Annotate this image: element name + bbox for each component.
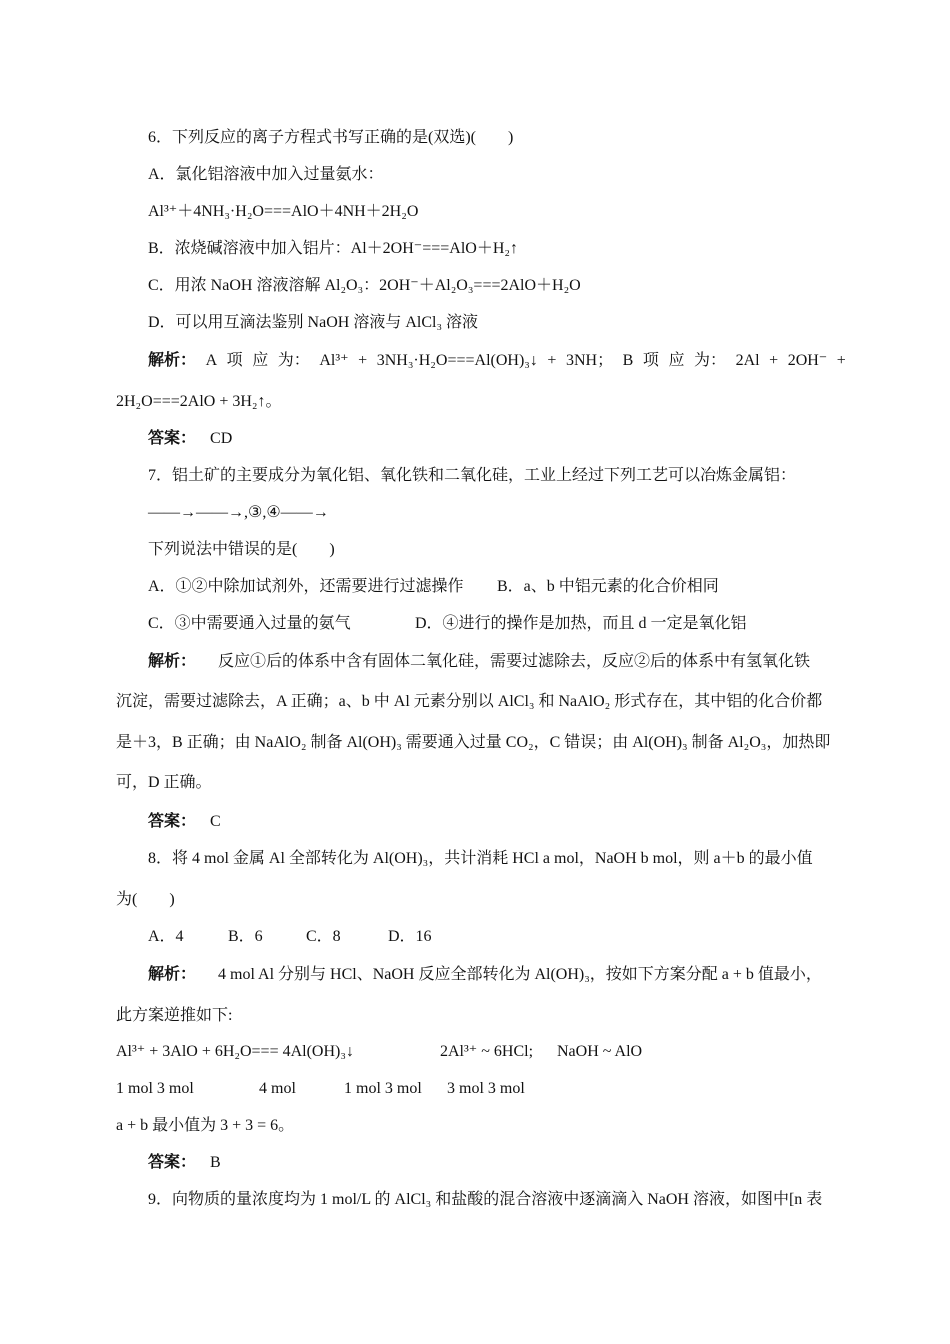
q8-option-c: C．8 bbox=[306, 928, 341, 945]
q8-option-a: A．4 bbox=[148, 928, 184, 945]
q6-option-b: B．浓烧碱溶液中加入铝片：Al＋2OH⁻===AlO＋H₂↑ bbox=[148, 240, 518, 257]
q6-analysis-token: + bbox=[769, 352, 779, 369]
q7-analysis-text: 反应①后的体系中含有固体二氧化硅，需要过滤除去，反应②后的体系中有氢氧化铁 bbox=[218, 653, 811, 670]
q6-analysis-token: 3NH₃·H₂O===Al(OH)₃↓ bbox=[376, 352, 538, 369]
q6-analysis-token: 为： bbox=[694, 352, 727, 369]
q6-option-a: A．氯化铝溶液中加入过量氨水： bbox=[148, 166, 384, 183]
q7-stem: 7．铝土矿的主要成分为氧化铝、氧化铁和二氧化硅，工业上经过下列工艺可以冶炼金属铝： bbox=[148, 467, 797, 484]
q7-answer-line bbox=[148, 812, 221, 832]
q8-amount-4: 3 mol 3 mol bbox=[447, 1080, 525, 1097]
q6-analysis-token: Al³⁺ bbox=[319, 352, 349, 369]
q9-stem: 9．向物质的量浓度均为 1 mol/L 的 AlCl₃ 和盐酸的混合溶液中逐滴滴入 NaOH 溶液，如图中[n 表 bbox=[148, 1191, 823, 1208]
q7-option-c: C．③中需要通入过量的氨气 bbox=[148, 615, 351, 632]
q8-equation-main: Al³⁺ + 3AlO + 6H₂O=== 4Al(OH)₃↓ bbox=[116, 1043, 354, 1060]
q6-analysis-token: A bbox=[205, 352, 218, 369]
q8-analysis-text: 4 mol Al 分别与 HCl、NaOH 反应全部转化为 Al(OH)₃，按如下方案分配 a + b 值最小， bbox=[218, 966, 822, 983]
q6-analysis-token: 应 bbox=[252, 352, 269, 369]
q7-analysis-line-2: 沉淀，需要过滤除去，A 正确；a、b 中 Al 元素分别以 AlCl₃ 和 NaAlO₂ 形式存在，其中铝的化合价都 bbox=[116, 693, 823, 710]
q8-equation-naoh: NaOH ~ AlO bbox=[557, 1043, 643, 1060]
q6-analysis-continuation: 2H₂O===2AlO + 3H₂↑。 bbox=[116, 393, 282, 410]
q6-analysis-token: 为： bbox=[277, 352, 310, 369]
q6-analysis-token: 项 bbox=[642, 352, 659, 369]
q7-answer: C bbox=[210, 813, 221, 830]
q8-amount-1: 1 mol 3 mol bbox=[116, 1080, 194, 1097]
q6-option-c: C．用浓 NaOH 溶液溶解 Al₂O₃：2OH⁻＋Al₂O₃===2AlO＋H₂O bbox=[148, 277, 581, 294]
q6-option-d: D．可以用互滴法鉴别 NaOH 溶液与 AlCl₃ 溶液 bbox=[148, 314, 479, 331]
q8-amount-3: 1 mol 3 mol bbox=[344, 1080, 422, 1097]
q6-analysis-token: + bbox=[836, 352, 846, 369]
q7-analysis-line-1 bbox=[148, 652, 810, 672]
q7-answer-label: 答案： bbox=[148, 813, 197, 830]
q8-analysis-line-1 bbox=[148, 965, 822, 985]
q6-answer-line bbox=[148, 429, 232, 449]
q6-option-a-equation: Al³⁺＋4NH₃·H₂O===AlO＋4NH＋2H₂O bbox=[148, 203, 419, 220]
q6-analysis-token: 3NH； bbox=[565, 352, 614, 369]
q8-answer-line bbox=[148, 1153, 221, 1173]
q7-option-a: A．①②中除加试剂外，还需要进行过滤操作 bbox=[148, 578, 464, 595]
q8-option-d: D．16 bbox=[388, 928, 432, 945]
q6-analysis-token: + bbox=[358, 352, 368, 369]
q7-analysis-line-4: 可，D 正确。 bbox=[116, 774, 212, 791]
q7-option-b: B．a、b 中铝元素的化合价相同 bbox=[497, 578, 719, 595]
q8-equation-hcl: 2Al³⁺ ~ 6HCl; bbox=[440, 1043, 534, 1060]
q8-stem-line-1: 8．将 4 mol 金属 Al 全部转化为 Al(OH)₃，共计消耗 HCl a mol，NaOH b mol，则 a＋b 的最小值 bbox=[148, 850, 813, 867]
q8-stem-line-2: 为( ) bbox=[116, 891, 175, 908]
q6-answer-label: 答案： bbox=[148, 430, 197, 447]
q7-flow: ——→——→,③,④——→ bbox=[148, 504, 329, 521]
q6-analysis-token: 应 bbox=[668, 352, 685, 369]
q8-answer: B bbox=[210, 1154, 221, 1171]
q6-analysis-token: 2Al bbox=[735, 352, 760, 369]
q8-amount-2: 4 mol bbox=[259, 1080, 296, 1097]
q7-analysis-line-3: 是＋3，B 正确；由 NaAlO₂ 制备 Al(OH)₃ 需要通入过量 CO₂，C 错误；由 Al(OH)₃ 制备 Al₂O₃，加热即 bbox=[116, 734, 831, 751]
q6-answer: CD bbox=[210, 430, 233, 447]
q6-analysis-token: B bbox=[622, 352, 634, 369]
q8-conclusion: a + b 最小值为 3 + 3 = 6。 bbox=[116, 1117, 295, 1134]
q6-analysis-token: 项 bbox=[226, 352, 243, 369]
q7-question: 下列说法中错误的是( ) bbox=[148, 541, 335, 558]
q7-option-d: D．④进行的操作是加热，而且 d 一定是氧化铝 bbox=[415, 615, 747, 632]
q8-answer-label: 答案： bbox=[148, 1154, 197, 1171]
q6-analysis-token: + bbox=[547, 352, 557, 369]
q8-analysis-line-2: 此方案逆推如下: bbox=[116, 1007, 233, 1024]
q6-analysis-label: 解析： bbox=[148, 352, 197, 369]
q7-analysis-label: 解析： bbox=[148, 653, 197, 670]
q8-analysis-label: 解析： bbox=[148, 966, 197, 983]
q8-option-b: B．6 bbox=[228, 928, 263, 945]
q6-analysis-line bbox=[116, 351, 846, 371]
q6-stem: 6．下列反应的离子方程式书写正确的是(双选)( ) bbox=[148, 129, 514, 146]
q6-analysis-token: 2OH⁻ bbox=[787, 352, 828, 369]
